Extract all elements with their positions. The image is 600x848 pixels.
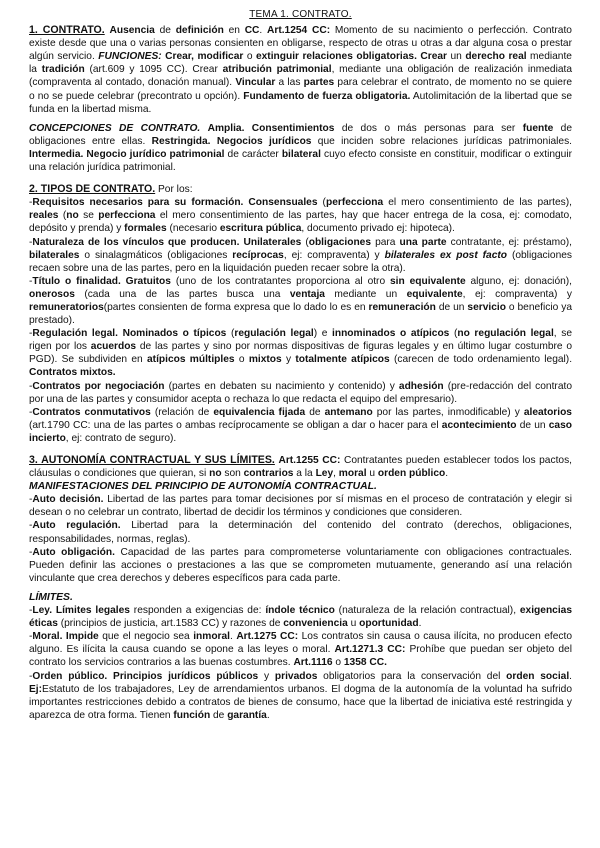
text-run: o bbox=[332, 657, 344, 669]
paragraph bbox=[29, 327, 572, 379]
text-run: innominados o atípicos bbox=[332, 328, 450, 340]
text-run: Crear bbox=[420, 51, 448, 63]
text-run: (obligaciones recaen sobre una de las partes, pero en la liquidación pueden recaer sobre la otra). bbox=[29, 249, 572, 274]
text-run: (art.609 y 1095 CC). Crear bbox=[84, 64, 223, 76]
text-run: regulación legal bbox=[234, 328, 314, 340]
text-run: , ej: compraventa) y bbox=[462, 288, 572, 300]
text-run: de un bbox=[516, 419, 549, 431]
text-run: equivalencia bbox=[213, 406, 275, 418]
text-run: Ley. Límites legales bbox=[32, 605, 130, 617]
text-run: (relación de bbox=[150, 406, 214, 418]
text-run: de dos o más personas para ser bbox=[334, 122, 523, 134]
text-run: Moral. Impide bbox=[32, 631, 99, 643]
text-run: o sinalagmáticos (obligaciones bbox=[79, 249, 233, 261]
text-run: obligatorios para la conservación del bbox=[317, 670, 507, 682]
text-run: que inciden sobre relaciones jurídicas patrimoniales. bbox=[311, 135, 572, 147]
text-run: bilaterales ex post facto bbox=[384, 249, 508, 261]
text-run: partes bbox=[303, 77, 335, 89]
text-run: (art.1790 CC: una de las partes o ambas recíprocamente se obligan a dar o hacer para el bbox=[29, 419, 442, 431]
text-run: para celebrar el contrato, de momento no se quiere o no se puede celebrar (precontrato u opción). bbox=[29, 77, 573, 102]
text-run: - bbox=[29, 631, 33, 643]
text-run: onerosos bbox=[29, 288, 75, 300]
text-run: FUNCIONES: bbox=[98, 51, 162, 63]
text-run: o beneficio ya prestado). bbox=[29, 301, 573, 327]
text-run: de bbox=[154, 25, 176, 37]
text-run: atribución patrimonial bbox=[222, 64, 332, 76]
text-run bbox=[200, 123, 207, 134]
text-run: de obligaciones entre ellas. bbox=[29, 122, 572, 147]
section-contrato bbox=[29, 24, 572, 174]
text-run: una parte bbox=[399, 236, 447, 248]
text-run: Capacidad de las partes para comprometerse voluntariamente con obligaciones contractuales. Pueden definir las acciones o prestaciones a las que se comprometen mutuamente, generando así una relación vinculante que crea derechos y deberes específicos para cada parte. bbox=[29, 546, 572, 584]
text-run: fuente bbox=[522, 122, 554, 134]
text-run: - bbox=[29, 236, 33, 248]
text-run: - bbox=[29, 197, 33, 209]
text-run: (pre-redacción del contrato por una de las partes y consumidor acepta o rechaza lo que redacta el equipo del empresario). bbox=[29, 380, 572, 405]
text-run: a la bbox=[293, 468, 316, 480]
text-run: servicio bbox=[467, 301, 506, 313]
text-run: (cada una de las partes busca una bbox=[74, 288, 290, 300]
text-run: mediante un bbox=[324, 288, 407, 300]
text-run: bilaterales bbox=[29, 249, 80, 261]
text-run: , ej: contrato de seguro). bbox=[65, 432, 177, 444]
text-run: (partes consienten de forma expresa que lo dado lo es en bbox=[103, 301, 369, 313]
text-run: totalmente atípicos bbox=[295, 354, 390, 366]
paragraph bbox=[29, 275, 572, 327]
text-run: Ausencia bbox=[109, 25, 155, 37]
text-run: Art.1116 bbox=[293, 657, 333, 669]
text-run: Auto decisión. bbox=[32, 494, 104, 506]
paragraph bbox=[29, 454, 572, 480]
text-run: extinguir relaciones obligatorias. bbox=[255, 51, 417, 63]
text-run: conveniencia bbox=[283, 618, 348, 630]
text-run: y bbox=[258, 670, 275, 682]
text-run: atípicos múltiples bbox=[147, 354, 235, 366]
text-run: función bbox=[173, 709, 211, 721]
paragraph bbox=[29, 604, 572, 630]
text-run: Contratos mixtos. bbox=[29, 367, 116, 379]
text-run: privados bbox=[274, 670, 318, 682]
text-run: reales bbox=[29, 210, 59, 222]
text-run: - bbox=[29, 380, 33, 392]
document-body bbox=[29, 24, 572, 722]
text-run: - bbox=[29, 520, 33, 532]
text-run: no regulación legal bbox=[457, 328, 554, 340]
subheading: MANIFESTACIONES DEL PRINCIPIO DE AUTONOMÍA CONTRACTUAL. bbox=[29, 481, 377, 493]
text-run: , ej: compraventa) y bbox=[283, 249, 385, 261]
section-heading: 3. AUTONOMÍA CONTRACTUAL Y SUS LÍMITES. bbox=[29, 454, 275, 466]
text-run: escritura pública bbox=[219, 223, 302, 235]
text-run: u bbox=[366, 468, 378, 480]
text-run: - bbox=[29, 494, 33, 506]
text-run: (principios de justicia, art.1583 CC) y razones de bbox=[57, 618, 284, 630]
text-run: mixtos bbox=[248, 354, 282, 366]
text-run: CC bbox=[244, 25, 260, 37]
text-run: , se rigen por los bbox=[29, 328, 572, 353]
text-run: perfecciona bbox=[325, 197, 384, 209]
text-run: Art.1255 CC: bbox=[278, 455, 341, 466]
text-run: remuneración bbox=[368, 301, 436, 313]
text-run: . bbox=[445, 468, 449, 480]
text-run: Auto obligación. bbox=[32, 546, 115, 558]
text-run: no bbox=[209, 468, 222, 480]
text-run: se bbox=[78, 210, 99, 222]
text-run: ( bbox=[317, 197, 326, 209]
section-heading: 1. CONTRATO. bbox=[29, 24, 105, 37]
text-run: Prohíbe que puedan ser objeto del contrato los servicios contrarios a las buenas costumbres. bbox=[29, 644, 572, 669]
text-run: adhesión bbox=[398, 380, 444, 392]
text-run: (uno de los contratantes proporciona al otro bbox=[170, 275, 390, 287]
section-heading: 2. TIPOS DE CONTRATO. bbox=[29, 183, 156, 196]
text-run: (partes en debaten su nacimiento y contenido) y bbox=[164, 380, 399, 392]
text-run: inmoral bbox=[193, 631, 230, 643]
text-run: caso incierto bbox=[29, 419, 572, 444]
text-run: de un bbox=[435, 301, 468, 313]
text-run: contratante, ej: préstamo), bbox=[446, 236, 572, 248]
text-run: de carácter bbox=[224, 148, 282, 160]
text-run: Libertad de las partes para tomar decisiones por sí mismas en el proceso de contratación y elegir si desean o no celebrar un contrato, libertad de decidir los términos y condiciones que consideren. bbox=[29, 494, 572, 519]
text-run: tradición bbox=[41, 64, 85, 76]
text-run: . bbox=[569, 670, 572, 682]
text-run: Ley bbox=[315, 468, 334, 480]
text-run: formales bbox=[124, 223, 167, 235]
text-run: de las partes y sino por normas dispositivas de figuras legales y en último lugar costumbre o PGD). Se subdividen en bbox=[29, 341, 572, 366]
text-run: aleatorios bbox=[523, 406, 572, 418]
paragraph bbox=[29, 519, 572, 545]
text-run: - bbox=[29, 328, 33, 340]
text-run: obligaciones bbox=[308, 236, 372, 248]
text-run: Art.1254 CC: bbox=[267, 25, 331, 37]
text-run: alguno, ej: donación), bbox=[465, 275, 572, 287]
text-run: ) e bbox=[313, 328, 333, 340]
text-run: orden social bbox=[506, 670, 570, 682]
text-run: 1358 CC. bbox=[343, 657, 387, 669]
text-run: recíprocas bbox=[232, 249, 284, 261]
paragraph bbox=[29, 630, 572, 669]
paragraph bbox=[29, 406, 572, 445]
text-run: Ej: bbox=[29, 683, 43, 695]
text-run: Requisitos necesarios para su formación. Consensuales bbox=[32, 197, 318, 209]
text-run: - bbox=[29, 605, 33, 617]
text-run: (necesario bbox=[166, 223, 220, 235]
text-run: - bbox=[29, 670, 33, 682]
text-run: Contratantes pueden establecer todos los pactos, cláusulas o condiciones que quieran, si bbox=[29, 455, 572, 480]
text-run: equivalente bbox=[406, 288, 463, 300]
text-run: ( bbox=[226, 328, 235, 340]
document-title: TEMA 1. CONTRATO. bbox=[249, 9, 352, 20]
text-run: , mediante una obligación de realización inmediata (compraventa al contado, donación manual). bbox=[29, 64, 572, 89]
text-run: de bbox=[305, 406, 325, 418]
text-run: Intermedia. Negocio jurídico patrimonial bbox=[29, 148, 225, 160]
text-run: Estatuto de los trabajadores, Ley de arrendamientos urbanos. El dogma de la autonomía de la voluntad ha sufrido importantes restricciones debido a contratos de bienes de consumo, hace que la libertad de iniciativa esté restringida y aparezca de otra forma. Tienen bbox=[29, 683, 572, 721]
text-run: un bbox=[447, 51, 466, 63]
section-tipos bbox=[29, 183, 572, 445]
text-run: ( bbox=[58, 210, 67, 222]
text-run: a las bbox=[275, 77, 304, 89]
paragraph bbox=[29, 196, 572, 235]
section-autonomia bbox=[29, 454, 572, 722]
text-run: que el negocio sea bbox=[98, 631, 194, 643]
text-run: acuerdos bbox=[90, 341, 137, 353]
paragraph bbox=[29, 380, 572, 406]
text-run: contrarios bbox=[243, 468, 294, 480]
text-run: ventaja bbox=[289, 288, 325, 300]
text-run: - bbox=[29, 406, 33, 418]
paragraph bbox=[29, 546, 572, 585]
text-run: (carecen de todo ordenamiento legal). bbox=[389, 354, 573, 366]
text-run: Autolimitación de la libertad que se funda en la libertad misma. bbox=[29, 90, 572, 115]
paragraph bbox=[29, 236, 572, 275]
text-run: , bbox=[333, 468, 339, 480]
text-run: de bbox=[210, 709, 228, 721]
text-run: índole técnico bbox=[265, 605, 335, 617]
text-run: en bbox=[223, 25, 245, 37]
text-run: ( bbox=[301, 236, 309, 248]
text-run: acontecimiento bbox=[441, 419, 517, 431]
text-run: mediante la bbox=[29, 51, 572, 76]
text-run: ( bbox=[449, 328, 458, 340]
text-run: Fundamento de fuerza obligatoria. bbox=[243, 90, 411, 102]
text-run: Momento de su nacimiento o perfección. Contrato existe desde que una o varias personas consienten en obligarse, respecto de otras u otras a dar alguna cosa o prestar algún servicio. bbox=[29, 25, 572, 63]
text-run: antemano bbox=[324, 406, 373, 418]
paragraph bbox=[29, 480, 572, 493]
text-run: derecho real bbox=[465, 51, 527, 63]
text-run: Vincular bbox=[235, 77, 276, 89]
text-run: Los contratos sin causa o causa ilícita, no producen efecto alguno. Es ilícita la causa cuando se opone a las leyes o moral. bbox=[29, 631, 572, 656]
text-run: son bbox=[221, 468, 244, 480]
text-run: exigencias éticas bbox=[29, 605, 572, 630]
text-run: Orden público. Principios jurídicos públicos bbox=[32, 670, 259, 682]
text-run: y bbox=[281, 354, 296, 366]
paragraph bbox=[29, 493, 572, 519]
text-run: . bbox=[230, 631, 237, 643]
text-run: - bbox=[29, 275, 33, 287]
text-run: Libertad para la determinación del contenido del contrato (derechos, obligaciones, responsabilidades, normas, reglas). bbox=[29, 520, 573, 545]
text-run: por las partes, inmodificable) y bbox=[372, 406, 524, 418]
paragraph bbox=[29, 183, 572, 196]
text-run: Naturaleza de los vínculos que producen. Unilaterales bbox=[32, 236, 302, 248]
text-run: garantía bbox=[227, 709, 267, 721]
text-run: Por los: bbox=[155, 184, 193, 196]
subheading: LÍMITES. bbox=[29, 591, 73, 603]
text-run: o bbox=[243, 51, 256, 63]
text-run: definición bbox=[175, 25, 224, 37]
text-run: Restringida. Negocios jurídicos bbox=[151, 135, 312, 147]
text-run: cuyo efecto consiste en constituir, modificar o extinguir una relación jurídica patrimonial. bbox=[29, 148, 573, 174]
text-run: . bbox=[259, 25, 268, 37]
text-run: (naturaleza de la relación contractual), bbox=[334, 605, 520, 617]
text-run: Amplia. Consentimientos bbox=[207, 122, 335, 134]
text-run: moral bbox=[338, 468, 367, 480]
text-run: responden a exigencias de: bbox=[129, 605, 266, 617]
text-run: CONCEPCIONES DE CONTRATO. bbox=[29, 122, 201, 134]
paragraph bbox=[29, 591, 572, 604]
text-run: perfecciona bbox=[98, 210, 156, 222]
section-gap bbox=[29, 174, 572, 183]
paragraph bbox=[29, 24, 572, 116]
section-gap bbox=[29, 445, 572, 454]
text-run: sin equivalente bbox=[390, 275, 466, 287]
text-run: Crear, modificar bbox=[165, 51, 244, 63]
text-run: Título o finalidad. Gratuitos bbox=[32, 275, 171, 287]
text-run: fijada bbox=[278, 406, 306, 418]
text-run: Regulación legal. Nominados o típicos bbox=[32, 328, 227, 340]
text-run: Contratos conmutativos bbox=[32, 406, 151, 418]
text-run: Art.1275 CC: bbox=[236, 631, 299, 643]
text-run: orden público bbox=[377, 468, 446, 480]
text-run: el mero consentimiento de las partes), bbox=[383, 197, 572, 209]
paragraph bbox=[29, 122, 572, 174]
text-run: Auto regulación. bbox=[32, 520, 121, 532]
text-run: o bbox=[234, 354, 249, 366]
text-run: no bbox=[66, 210, 79, 222]
text-run: Art.1271.3 CC: bbox=[334, 644, 406, 656]
text-run: , documento privado ej: hipoteca). bbox=[301, 223, 455, 235]
text-run: bilateral bbox=[281, 148, 321, 160]
text-run: - bbox=[29, 546, 33, 558]
paragraph bbox=[29, 670, 572, 722]
text-run: u bbox=[347, 618, 360, 630]
text-run: . bbox=[418, 618, 422, 630]
text-run: para bbox=[371, 236, 400, 248]
text-run: . bbox=[266, 709, 270, 721]
text-run: remuneratorios bbox=[29, 301, 104, 313]
text-run: Contratos por negociación bbox=[32, 380, 165, 392]
text-run: oportunidad bbox=[359, 618, 419, 630]
text-run: el mero consentimiento de las partes, hay que hacer entrega de la cosa, ej: comodato, depósito y prenda) y bbox=[29, 210, 572, 235]
